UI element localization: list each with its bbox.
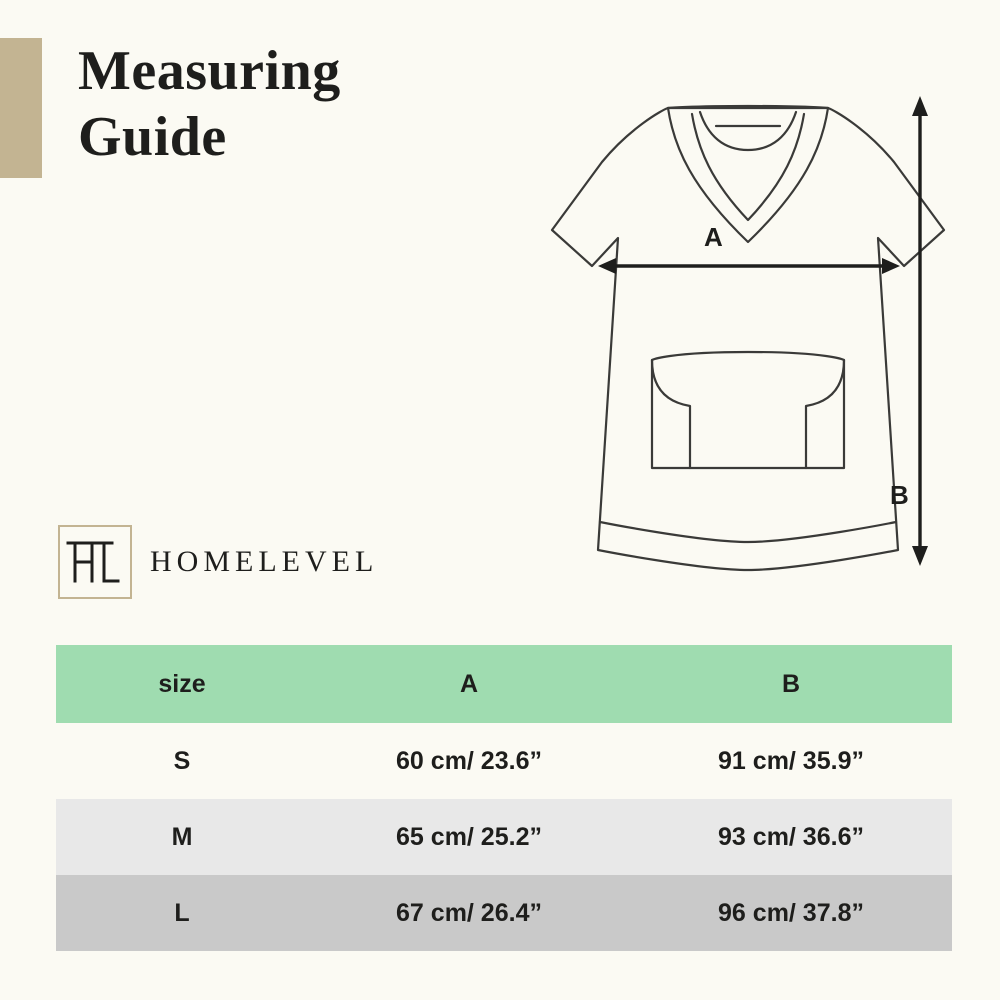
page-title-line-1: Measuring	[78, 40, 341, 102]
logo-monogram-mark	[58, 525, 132, 599]
dimension-arrow-a	[598, 258, 900, 274]
table-header-size: size	[56, 645, 308, 723]
table-header-row	[56, 645, 952, 723]
page-title	[78, 38, 498, 170]
table-header-b: B	[630, 645, 952, 723]
cell-b: 93 cm/ 36.6”	[630, 799, 952, 875]
garment-illustration-svg	[540, 70, 960, 600]
dimension-arrow-b	[912, 96, 928, 566]
garment-diagram	[540, 70, 960, 600]
dimension-label-b: B	[890, 480, 909, 510]
cell-size: L	[56, 875, 308, 951]
cell-size: M	[56, 799, 308, 875]
brand-name: HOMELEVEL	[150, 545, 379, 578]
table-header-a: A	[308, 645, 630, 723]
cell-a: 60 cm/ 23.6”	[308, 723, 630, 799]
dimension-label-a: A	[704, 222, 723, 252]
size-table	[56, 645, 952, 951]
cell-b: 96 cm/ 37.8”	[630, 875, 952, 951]
table-row	[56, 875, 952, 951]
cell-a: 65 cm/ 25.2”	[308, 799, 630, 875]
page-title-line-2: Guide	[78, 106, 227, 169]
cell-size: S	[56, 723, 308, 799]
decorative-accent-bar	[0, 38, 42, 178]
cell-b: 91 cm/ 35.9”	[630, 723, 952, 799]
table-row	[56, 799, 952, 875]
cell-a: 67 cm/ 26.4”	[308, 875, 630, 951]
hl-monogram-icon	[60, 527, 130, 597]
brand-logo	[58, 525, 378, 599]
table-row	[56, 723, 952, 799]
